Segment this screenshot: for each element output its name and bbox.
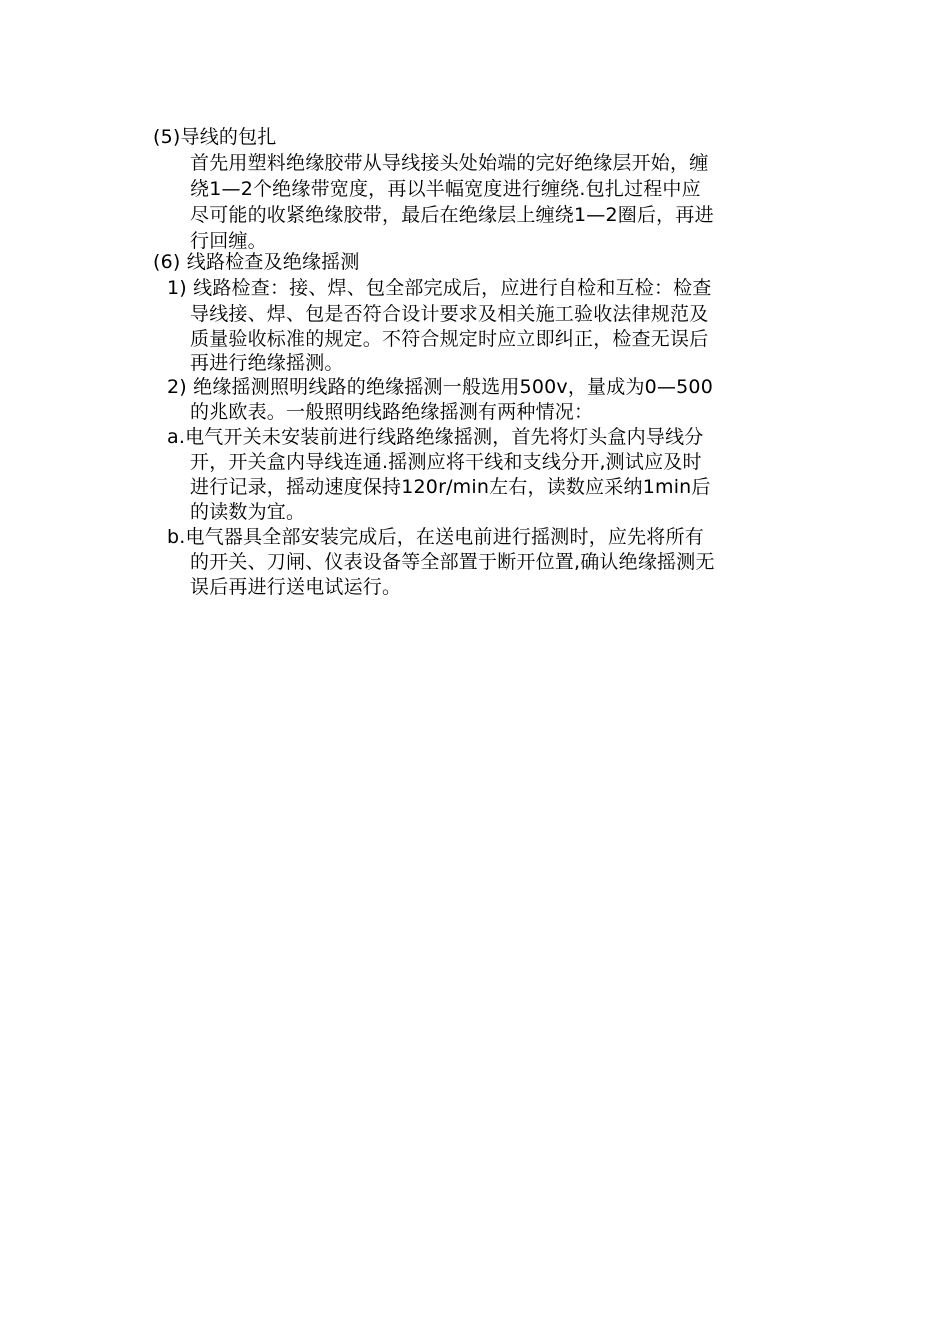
item1-line-1: 1) 线路检查：接、焊、包全部完成后，应进行自检和互检：检查 [167,277,712,299]
item1-line-4: 再进行绝缘摇测。 [190,352,344,374]
section5-heading: (5)导线的包扎 [153,126,277,148]
itemb-line-1: b.电气器具全部安装完成后，在送电前进行摇测时，应先将所有 [167,526,704,548]
section6-heading: (6) 线路检查及绝缘摇测 [153,251,360,273]
section5-para-line-2: 绕1—2个绝缘带宽度，再以半幅宽度进行缠绕.包扎过程中应 [190,178,701,200]
itemb-line-2: 的开关、刀闸、仪表设备等全部置于断开位置,确认绝缘摇测无 [190,551,715,573]
item1-line-3: 质量验收标准的规定。不符合规定时应立即纠正，检查无误后 [190,328,709,350]
itema-line-1: a.电气开关未安装前进行线路绝缘摇测，首先将灯头盒内导线分 [167,426,704,448]
itemb-line-3: 误后再进行送电试运行。 [190,576,402,598]
section5-para-line-3: 尽可能的收紧绝缘胶带，最后在绝缘层上缠绕1—2圈后，再进 [190,204,714,226]
itema-line-3: 进行记录，摇动速度保持120r/min左右，读数应采纳1min后 [190,476,711,498]
section5-para-line-1: 首先用塑料绝缘胶带从导线接头处始端的完好绝缘层开始，缠 [190,152,709,174]
item2-line-2: 的兆欧表。一般照明线路绝缘摇测有两种情况： [190,401,594,423]
item1-line-2: 导线接、焊、包是否符合设计要求及相关施工验收法律规范及 [190,303,709,325]
section5-para-line-4: 行回缠。 [190,230,267,252]
itema-line-4: 的读数为宜。 [190,501,306,523]
itema-line-2: 开，开关盒内导线连通.摇测应将干线和支线分开,测试应及时 [190,451,702,473]
item2-line-1: 2) 绝缘摇测照明线路的绝缘摇测一般选用500v，量成为0—500 [167,376,714,398]
